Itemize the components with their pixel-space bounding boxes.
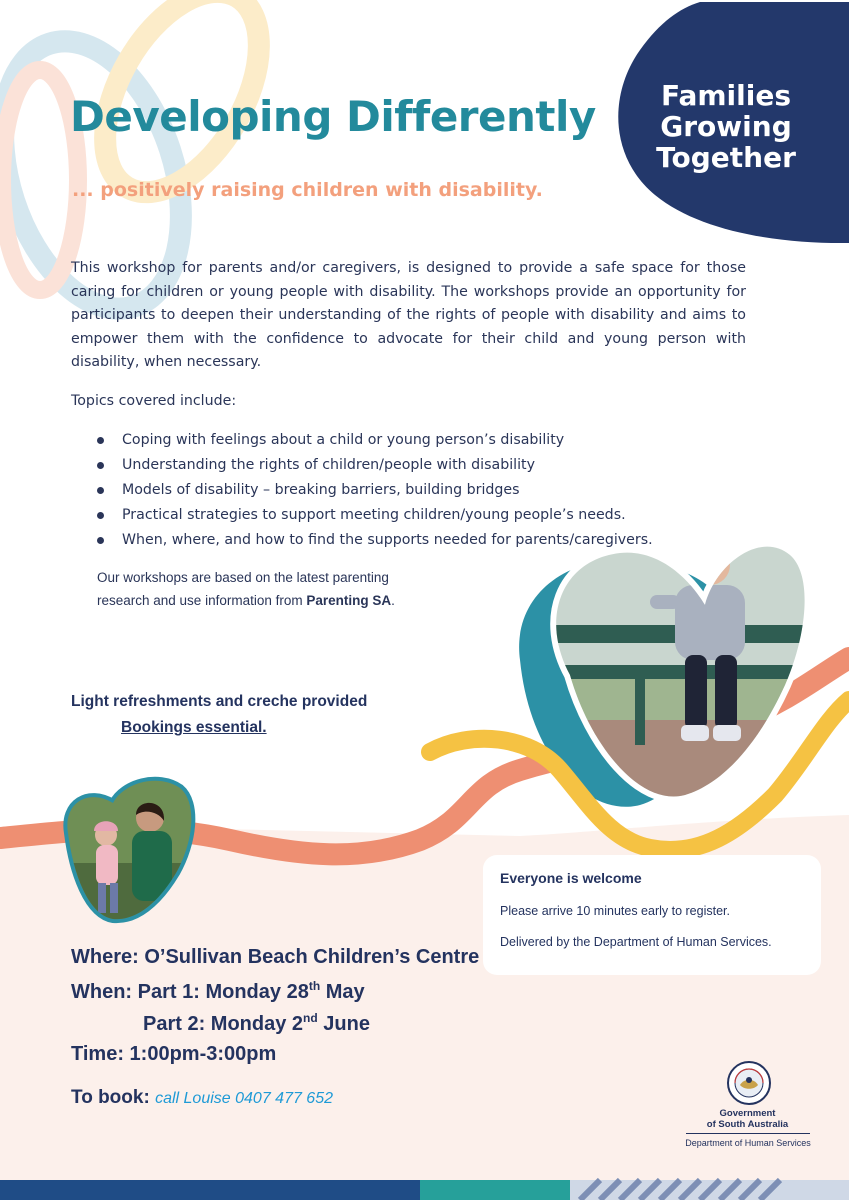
where-value: O’Sullivan Beach Children’s Centre bbox=[144, 946, 480, 968]
page-subtitle: ... positively raising children with disability. bbox=[72, 179, 543, 201]
time-value: 1:00pm-3:00pm bbox=[129, 1043, 277, 1065]
event-when-part2 bbox=[143, 1011, 370, 1036]
book-label: To book: bbox=[71, 1087, 150, 1108]
event-where bbox=[71, 946, 479, 969]
gov-name-line-2: of South Australia bbox=[706, 1119, 789, 1130]
when-label: When: bbox=[71, 981, 138, 1003]
booking-contact bbox=[71, 1087, 333, 1109]
research-source: Parenting SA bbox=[306, 593, 392, 608]
brand-line-2: Growing bbox=[660, 110, 792, 143]
research-line-1: Our workshops are based on the latest parenting bbox=[97, 570, 389, 585]
event-when-part1 bbox=[71, 979, 365, 1004]
topics-list bbox=[0, 428, 720, 553]
footer-stripe-teal bbox=[420, 1180, 570, 1200]
time-label: Time: bbox=[71, 1043, 130, 1065]
topic-item bbox=[0, 478, 720, 503]
topic-text: Practical strategies to support meeting children/young people’s needs. bbox=[122, 507, 626, 523]
topic-item bbox=[0, 528, 720, 553]
footer-stripe-navy bbox=[0, 1180, 420, 1200]
bookings-note: Bookings essential. bbox=[121, 719, 267, 736]
gov-name-line-1: Government bbox=[719, 1108, 776, 1119]
government-divider bbox=[686, 1133, 810, 1134]
where-label: Where: bbox=[71, 946, 145, 968]
research-note bbox=[97, 566, 437, 612]
part1-month: May bbox=[320, 981, 365, 1003]
bullet-icon bbox=[97, 487, 104, 494]
delivered-by-note: Delivered by the Department of Human Services. bbox=[500, 935, 772, 949]
bullet-icon bbox=[97, 537, 104, 544]
topic-text: Models of disability – breaking barriers, building bridges bbox=[122, 482, 520, 498]
intro-paragraph: This workshop for parents and/or caregivers, is designed to provide a safe space for those caring for children or young people with disability. The workshops provide an opportunity for participants to deepen their understanding of the rights of people with disability and aims to empower them with the confidence to advocate for their child and young person with disability, when necessary. bbox=[71, 260, 746, 370]
part2-value: Part 2: Monday 2 bbox=[143, 1013, 304, 1035]
part1-value: Part 1: Monday 28 bbox=[137, 981, 309, 1003]
government-name bbox=[690, 1108, 805, 1130]
government-seal-icon bbox=[726, 1060, 772, 1106]
topic-item bbox=[0, 453, 720, 478]
topics-heading: Topics covered include: bbox=[71, 393, 237, 409]
topic-item bbox=[0, 503, 720, 528]
brand-line-1: Families bbox=[660, 79, 791, 112]
bullet-icon bbox=[97, 512, 104, 519]
bullet-icon bbox=[97, 462, 104, 469]
department-name: Department of Human Services bbox=[685, 1138, 811, 1148]
research-line-2: research and use information from bbox=[97, 593, 307, 608]
book-phone-link[interactable]: call Louise 0407 477 652 bbox=[155, 1090, 333, 1107]
topic-text: Understanding the rights of children/people with disability bbox=[122, 457, 535, 473]
part1-suffix: th bbox=[308, 979, 321, 993]
parent-and-child-photo bbox=[58, 773, 198, 928]
refreshments-note: Light refreshments and creche provided bbox=[71, 693, 368, 710]
topic-text: Coping with feelings about a child or young person’s disability bbox=[122, 432, 565, 448]
brand-line-3: Together bbox=[656, 141, 796, 174]
research-end: . bbox=[391, 593, 395, 608]
brand-logo-text bbox=[636, 80, 816, 173]
bullet-icon bbox=[97, 437, 104, 444]
page-title: Developing Differently bbox=[70, 92, 596, 141]
part2-suffix: nd bbox=[303, 1011, 318, 1025]
arrive-early-note: Please arrive 10 minutes early to register. bbox=[500, 904, 730, 918]
boy-on-bench-photo bbox=[545, 525, 810, 815]
topic-text: When, where, and how to find the supports needed for parents/caregivers. bbox=[122, 532, 653, 548]
part2-month: June bbox=[317, 1013, 370, 1035]
topic-item bbox=[0, 428, 720, 453]
event-time bbox=[71, 1043, 276, 1066]
welcome-title: Everyone is welcome bbox=[500, 870, 642, 886]
